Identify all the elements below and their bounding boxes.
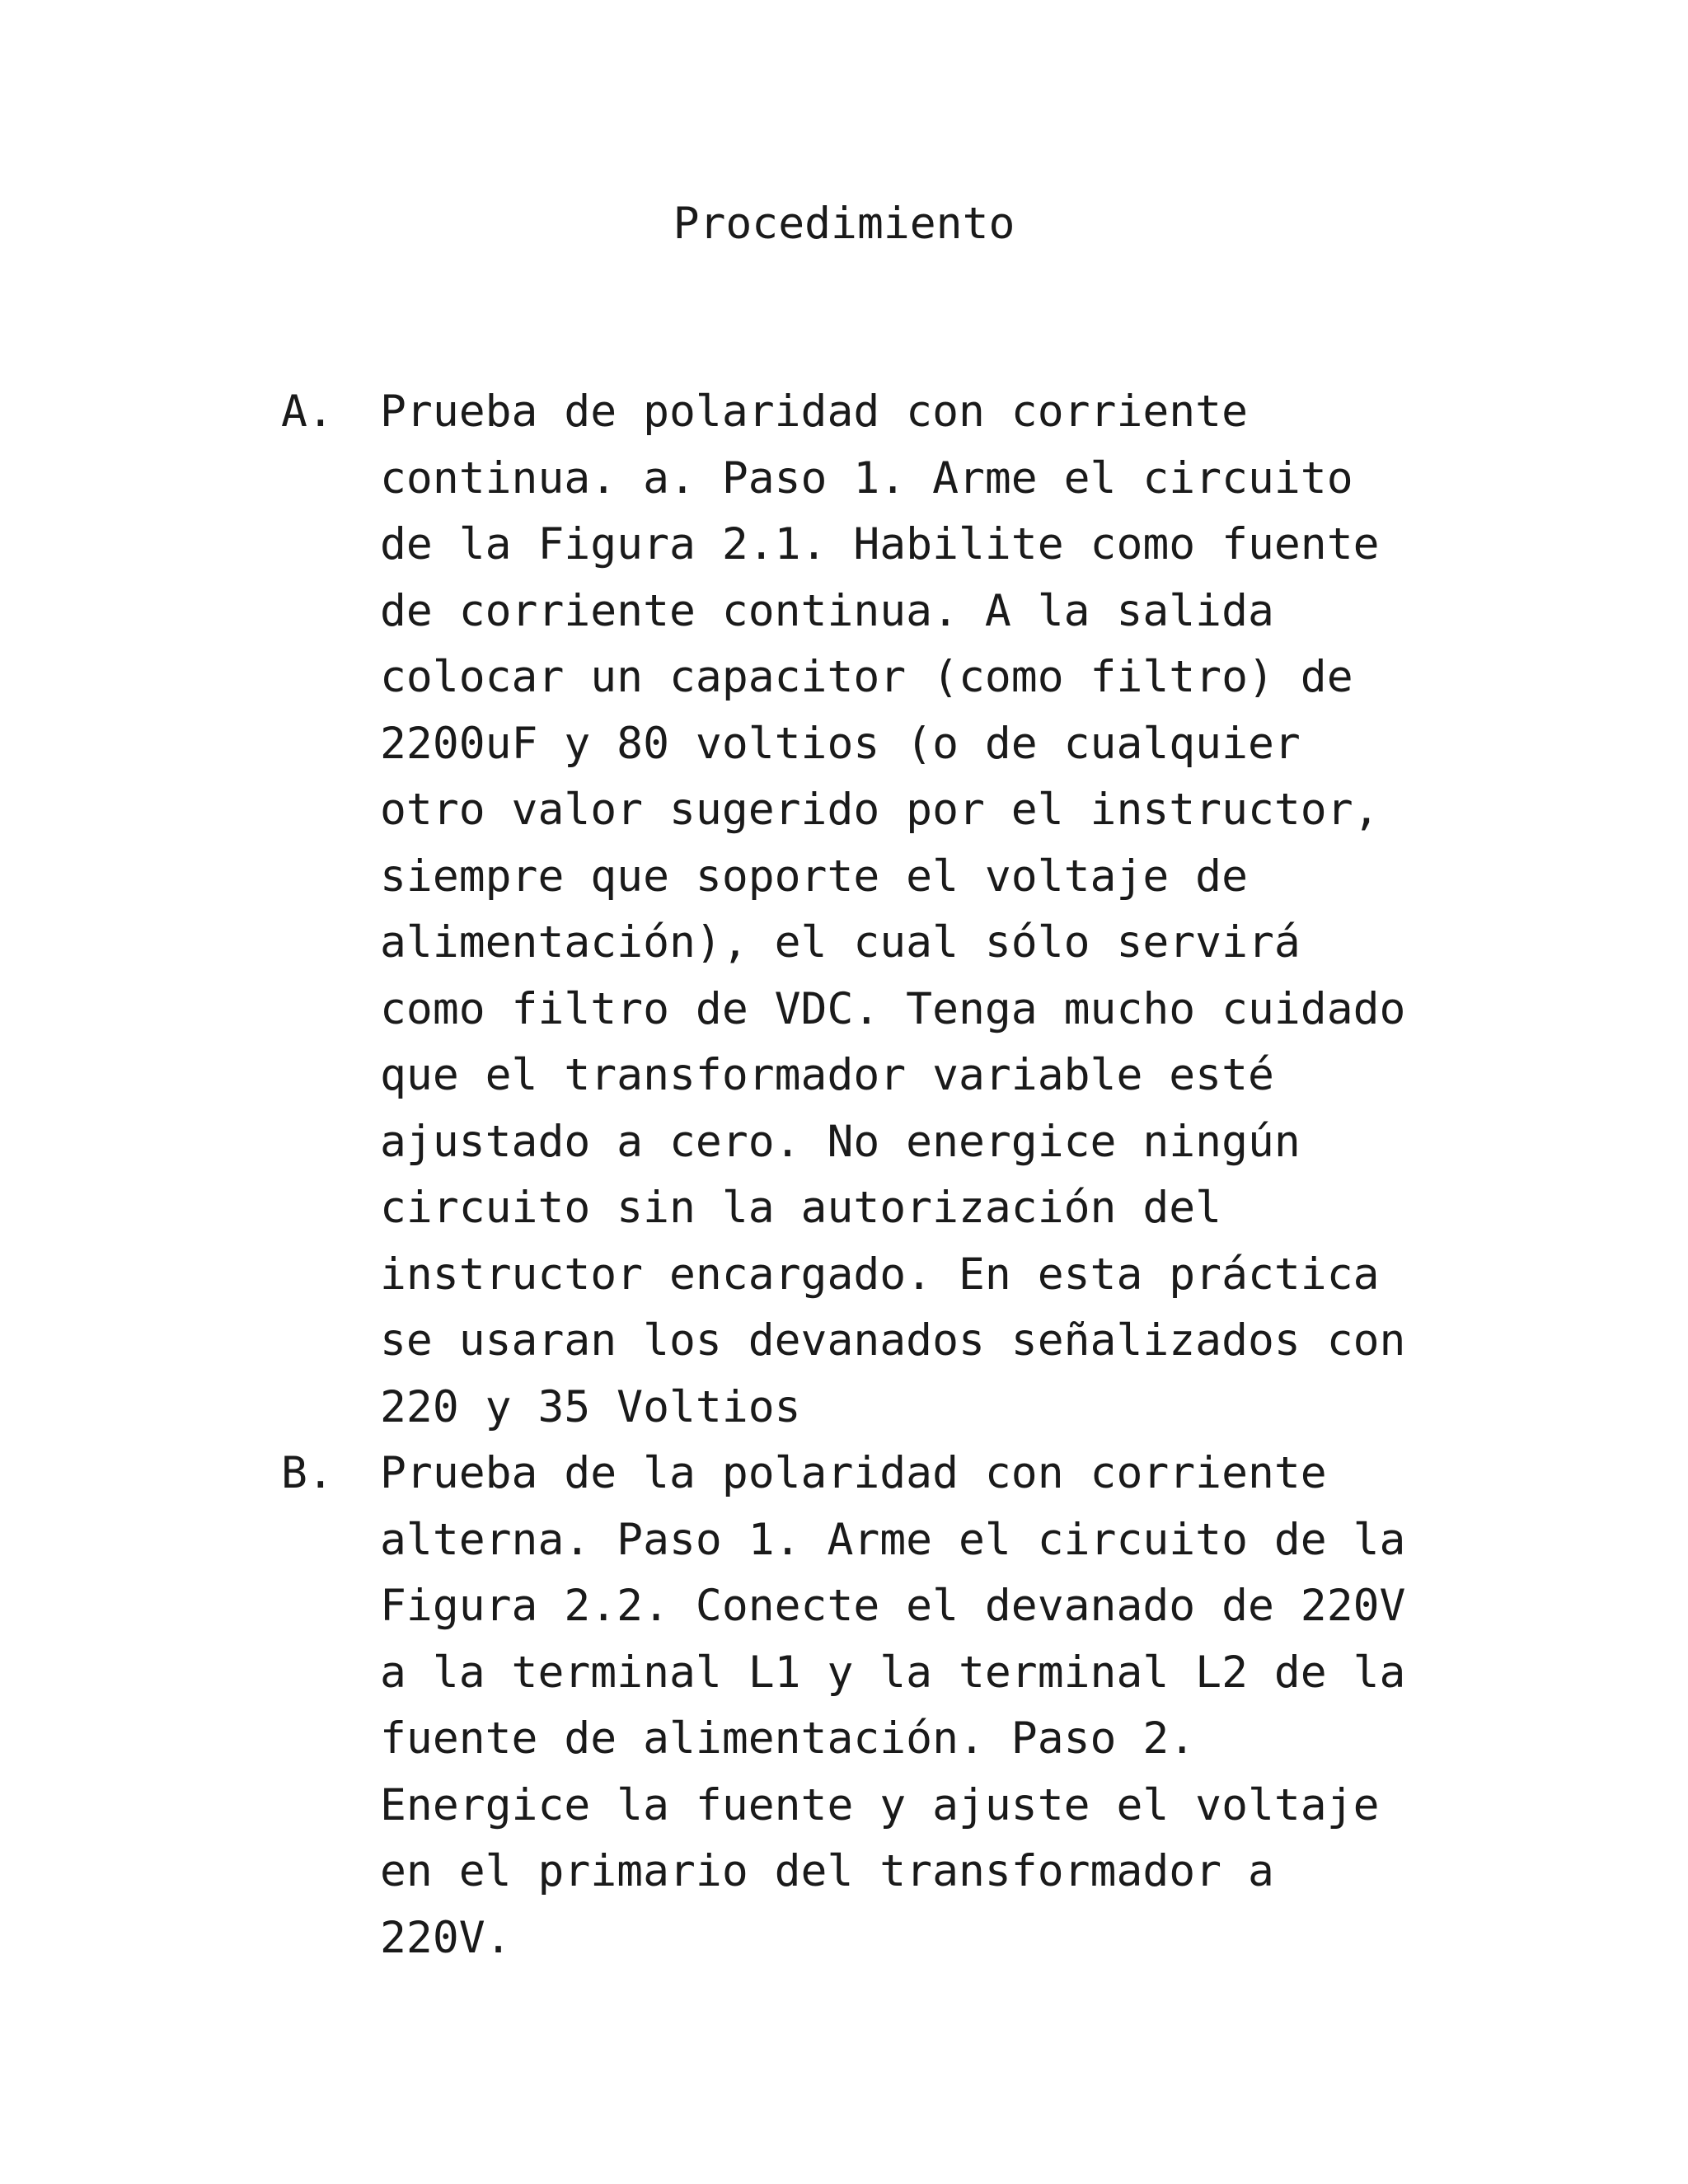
- text-line: se usaran los devanados señalizados con: [380, 1315, 1406, 1366]
- text-line: Energice la fuente y ajuste el voltaje: [380, 1779, 1380, 1830]
- text-line: continua. a. Paso 1. Arme el circuito: [380, 452, 1353, 504]
- item-marker: B.: [281, 1448, 334, 1498]
- text-line: circuito sin la autorización del: [380, 1183, 1222, 1233]
- procedure-item-a: [0, 379, 1451, 1441]
- text-line: colocar un capacitor (como filtro) de: [380, 652, 1353, 702]
- text-line: 2200uF y 80 voltios (o de cualquier: [380, 718, 1301, 769]
- item-marker: A.: [281, 387, 334, 437]
- procedure-list: [0, 379, 1451, 1971]
- text-line: alimentación), el cual sólo servirá: [380, 917, 1301, 968]
- text-line: en el primario del transformador a: [380, 1846, 1274, 1896]
- page-title: Procedimiento: [673, 199, 1015, 249]
- text-line: instructor encargado. En esta práctica: [380, 1249, 1380, 1300]
- text-line: Figura 2.2. Conecte el devanado de 220V: [380, 1581, 1406, 1631]
- text-line: 220 y 35 Voltios: [380, 1381, 801, 1432]
- text-line: ajustado a cero. No energice ningún: [380, 1116, 1301, 1167]
- text-line: Prueba de polaridad con corriente: [380, 387, 1248, 437]
- procedure-item-b: [0, 1441, 1451, 1971]
- text-line: de la Figura 2.1. Habilite como fuente: [380, 519, 1380, 569]
- text-line: 220V.: [380, 1912, 512, 1963]
- text-line: fuente de alimentación. Paso 2.: [380, 1713, 1196, 1764]
- text-line: siempre que soporte el voltaje de: [380, 851, 1248, 902]
- text-line: otro valor sugerido por el instructor,: [380, 785, 1380, 835]
- text-line: Prueba de la polaridad con corriente: [380, 1448, 1327, 1498]
- text-line: alterna. Paso 1. Arme el circuito de la: [380, 1514, 1406, 1565]
- text-line: como filtro de VDC. Tenga mucho cuidado: [380, 983, 1406, 1034]
- text-line: que el transformador variable esté: [380, 1050, 1274, 1100]
- text-line: de corriente continua. A la salida: [380, 585, 1274, 636]
- text-line: a la terminal L1 y la terminal L2 de la: [380, 1647, 1406, 1698]
